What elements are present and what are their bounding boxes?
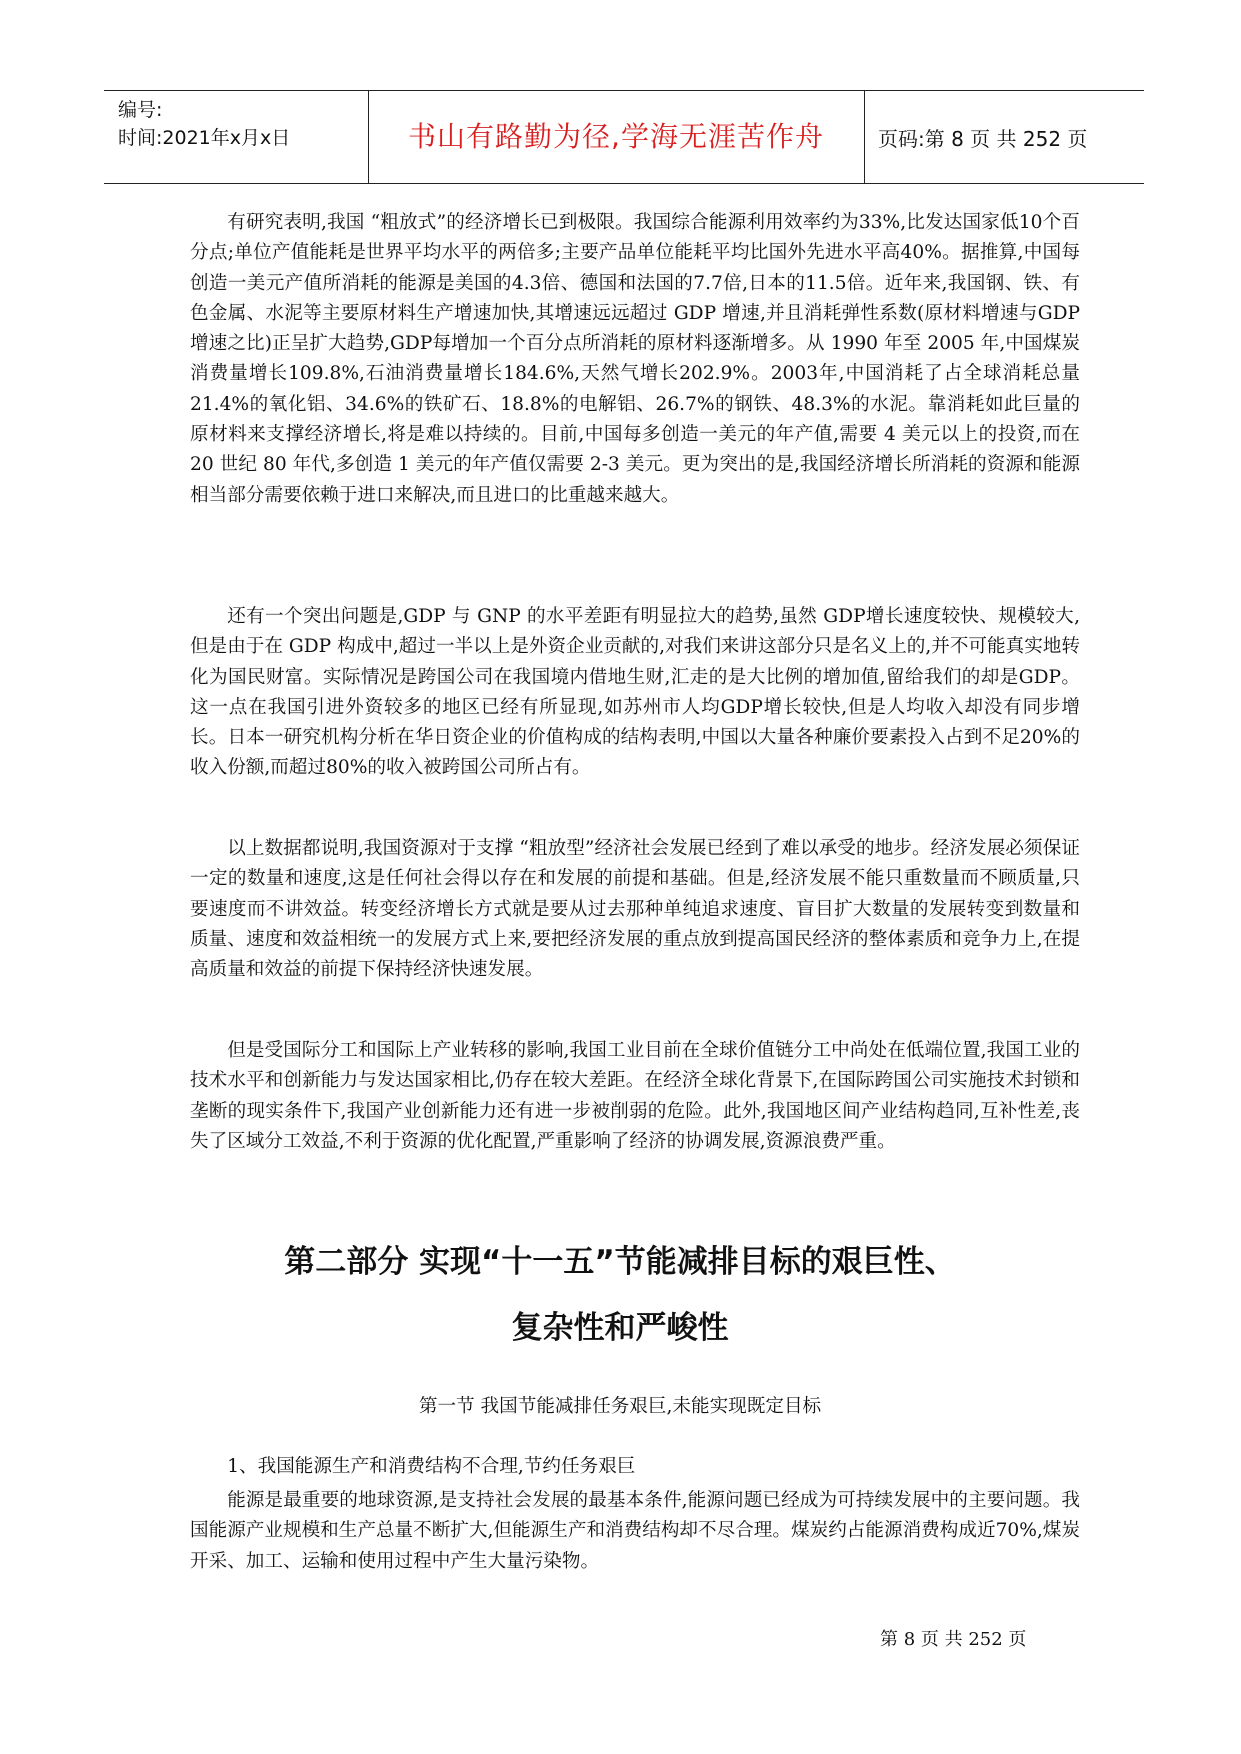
body-paragraph: 有研究表明,我国 “粗放式”的经济增长已到极限。我国综合能源利用效率约为33%,比发达国家低10个百分点;单位产值能耗是世界平均水平的两倍多;主要产品单位能耗平均比国外先进水平高40%。据推算,中国每创造一美元产值所消耗的能源是美国的4.3倍、德国和法国的7.7倍,日本的11.5倍。近年来,我国钢、铁、有色金属、水泥等主要原材料生产增速加快,其增速远远超过 GDP 增速,并且消耗弹性系数(原材料增速与GDP增速之比)正呈扩大趋势,GDP每增加一个百分点所消耗的原材料逐渐增多。从 1990 年至 2005 年,中国煤炭消费量增长109.8%,石油消费量增长184.6%,天然气增长202.9%。2003年,中国消耗了占全球消耗总量21.4%的氧化铝、34.6%的铁矿石、18.8%的电解铝、26.7%的钢铁、48.3%的水泥。靠消耗如此巨量的原材料来支撑经济增长,将是难以持续的。目前,中国每多创造一美元的年产值,需要 4 美元以上的投资,而在 20 世纪 80 年代,多创造 1 美元的年产值仅需要 2-3 美元。更为突出的是,我国经济增长所消耗的资源和能源相当部分需要依赖于进口来解决,而且进口的比重越来越大。 [190,212,1080,506]
body-paragraph: 但是受国际分工和国际上产业转移的影响,我国工业目前在全球价值链分工中尚处在低端位置,我国工业的技术水平和创新能力与发达国家相比,仍存在较大差距。在经济全球化背景下,在国际跨国公司实施技术封锁和垄断的现实条件下,我国产业创新能力还有进一步被削弱的危险。此外,我国地区间产业结构趋同,互补性差,丧失了区域分工效益,不利于资源的优化配置,严重影响了经济的协调发展,资源浪费严重。 [190,1040,1080,1152]
page-header [104,90,1144,184]
header-meta-cell [104,91,369,183]
section-heading: 第一节 我国节能减排任务艰巨,未能实现既定目标 [418,1396,822,1417]
body-paragraph: 以上数据都说明,我国资源对于支撑 “粗放型”经济社会发展已经到了难以承受的地步。经济发展必须保证一定的数量和速度,这是任何社会得以存在和发展的前提和基础。但是,经济发展不能只重数量而不顾质量,只要速度而不讲效益。转变经济增长方式就是要从过去那种单纯追求速度、盲目扩大数量的发展转变到数量和质量、速度和效益相统一的发展方式上来,要把经济发展的重点放到提高国民经济的整体素质和竞争力上,在提高质量和效益的前提下保持经济快速发展。 [190,838,1080,981]
body-paragraph: 还有一个突出问题是,GDP 与 GNP 的水平差距有明显拉大的趋势,虽然 GDP增长速度较快、规模较大,但是由于在 GDP 构成中,超过一半以上是外资企业贡献的,对我们来讲这部分只是名义上的,并不可能真实地转化为国民财富。实际情况是跨国公司在我国境内借地生财,汇走的是大比例的增加值,留给我们的却是GDP。这一点在我国引进外资较多的地区已经有所显现,如苏州市人均GDP增长较快,但是人均收入却没有同步增长。日本一研究机构分析在华日资企业的价值构成的结构表明,中国以大量各种廉价要素投入占到不足20%的收入份额,而超过80%的收入被跨国公司所占有。 [190,606,1080,779]
header-page-info: 页码:第 8 页 共 252 页 [878,127,1088,151]
header-motto: 书山有路勤为径,学海无涯苦作舟 [408,120,824,153]
header-page-cell [864,91,1144,183]
item-heading: 1、我国能源生产和消费结构不合理,节约任务艰巨 [227,1456,636,1477]
document-time-label: 时间:2021年x月x日 [118,127,291,149]
document-number-label: 编号: [118,99,163,121]
page-footer: 第 8 页 共 252 页 [880,1629,1027,1650]
part-heading-line1: 第二部分 实现“十一五”节能减排目标的艰巨性、 [284,1244,956,1280]
part-heading-line2: 复杂性和严峻性 [511,1310,729,1346]
body-paragraph: 能源是最重要的地球资源,是支持社会发展的最基本条件,能源问题已经成为可持续发展中的主要问题。我国能源产业规模和生产总量不断扩大,但能源生产和消费结构却不尽合理。煤炭约占能源消费构成近70%,煤炭开采、加工、运输和使用过程中产生大量污染物。 [190,1490,1080,1572]
header-motto-cell [368,91,865,183]
